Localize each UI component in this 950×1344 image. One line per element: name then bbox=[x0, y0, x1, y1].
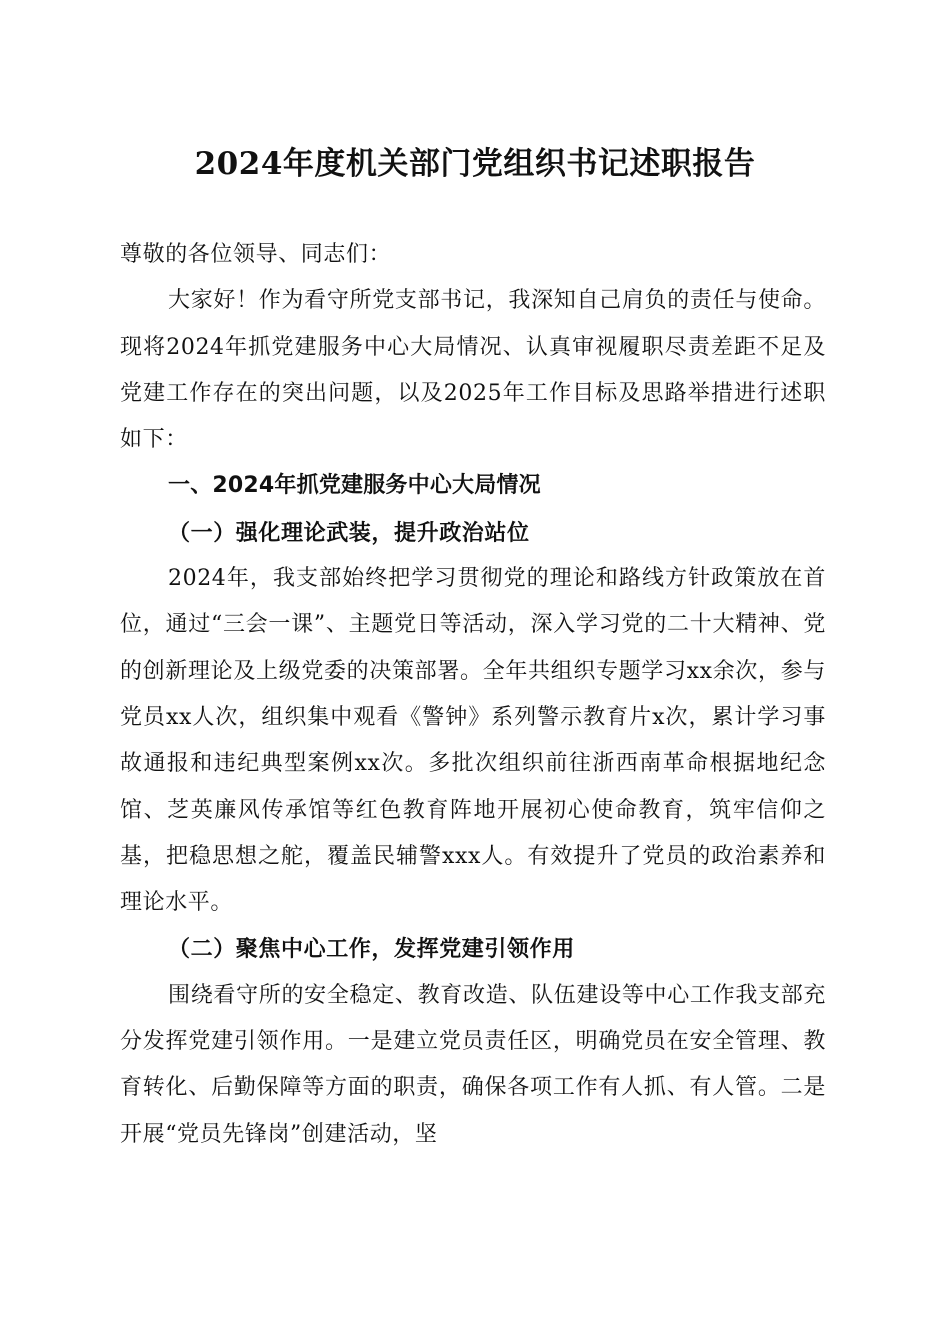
subsection-1-heading: （一）强化理论武装，提升政治站位 bbox=[168, 519, 530, 546]
document-body bbox=[120, 232, 826, 1158]
salutation: 尊敬的各位领导、同志们： bbox=[120, 242, 392, 267]
document-title: 2024年度机关部门党组织书记述职报告 bbox=[194, 146, 756, 182]
subsection-2-body: 围绕看守所的安全稳定、教育改造、队伍建设等中心工作我支部充分发挥党建引领作用。一是建立党员责任区，明确党员在安全管理、教育转化、后勤保障等方面的职责，确保各项工作有人抓、有人管。二是开展“党员先锋岗”创建活动，坚 bbox=[120, 982, 826, 1147]
section-1-heading: 一、2024年抓党建服务中心大局情况 bbox=[168, 473, 541, 499]
subsection-2-heading: （二）聚焦中心工作，发挥党建引领作用 bbox=[168, 936, 575, 963]
intro-paragraph: 大家好！作为看守所党支部书记，我深知自己肩负的责任与使命。现将2024年抓党建服务中心大局情况、认真审视履职尽责差距不足及党建工作存在的突出问题，以及2025年工作目标及思路举措进行述职如下： bbox=[120, 288, 826, 453]
subsection-1-body: 2024年，我支部始终把学习贯彻党的理论和路线方针政策放在首位，通过“三会一课”、主题党日等活动，深入学习党的二十大精神、党的创新理论及上级党委的决策部署。全年共组织专题学习xx余次，参与党员xx人次，组织集中观看《警钟》系列警示教育片x次，累计学习事故通报和违纪典型案例xx次。多批次组织前往浙西南革命根据地纪念馆、芝英廉风传承馆等红色教育阵地开展初心使命教育，筑牢信仰之基，把稳思想之舵，覆盖民辅警xxx人。有效提升了党员的政治素养和理论水平。 bbox=[120, 566, 826, 916]
